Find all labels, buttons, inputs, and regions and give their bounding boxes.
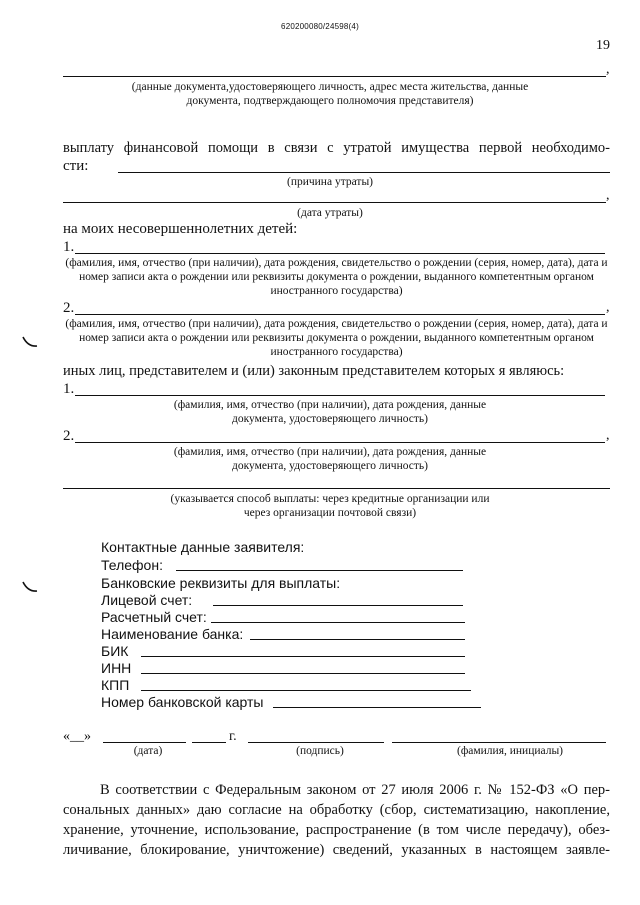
applicant-data-caption: (данные документа,удостоверяющего личность, адрес места жительства, данные документа, подтверждающего полномочия представителя) [131, 81, 529, 107]
child-2-line[interactable] [75, 314, 605, 315]
kpp-label: КПП [101, 677, 130, 693]
person-1-line[interactable] [75, 395, 605, 396]
applicant-data-line[interactable] [63, 76, 606, 77]
child-2-number: 2. [63, 300, 75, 316]
document-number: 620200080/24598(4) [281, 22, 359, 31]
personal-account-field[interactable] [213, 605, 463, 606]
child-1-line[interactable] [75, 253, 605, 254]
payment-request-line2: сти: [63, 158, 89, 174]
loss-date-line[interactable] [63, 202, 606, 203]
comma: , [606, 300, 610, 315]
child-2-caption: (фамилия, имя, отчество (при наличии), дата рождения, свидетельство о рождении (серия, номер, дата), дата и номер записи акта о рождении или реквизиты документа о рождении, выданного компетентным органом иностранного государства) [65, 318, 608, 358]
personal-account-label: Лицевой счет: [101, 592, 193, 608]
phone-label: Телефон: [101, 557, 163, 573]
settlement-account-label: Расчетный счет: [101, 609, 207, 625]
child-1-caption: (фамилия, имя, отчество (при наличии), дата рождения, свидетельство о рождении (серия, номер, дата), дата и номер записи акта о рождении или реквизиты документа о рождении, выданного компетентным органом иностранного государства) [65, 257, 608, 297]
person-1-caption: (фамилия, имя, отчество (при наличии), дата рождения, данные документа, удостоверяющего личность) [173, 399, 487, 425]
bank-name-label: Наименование банка: [101, 626, 244, 642]
other-persons-heading: иных лиц, представителем и (или) законным представителем которых я являюсь: [63, 363, 565, 379]
children-heading: на моих несовершеннолетних детей: [63, 221, 298, 237]
payment-request-line1: выплату финансовой помощи в связи с утратой имущества первой необходимо- [63, 140, 610, 156]
year-mark: г. [229, 729, 237, 744]
signature-field[interactable] [248, 742, 384, 743]
card-number-field[interactable] [273, 707, 481, 708]
loss-reason-caption: (причина утраты) [286, 176, 373, 188]
page-number: 19 [596, 38, 610, 53]
settlement-account-field[interactable] [211, 622, 465, 623]
payment-method-line[interactable] [63, 488, 610, 489]
consent-line4: личивание, блокирование, уничтожение) сведений, указанных в настоящем заявле- [63, 842, 610, 858]
loss-reason-line[interactable] [118, 172, 610, 173]
bank-name-field[interactable] [250, 639, 465, 640]
bik-field[interactable] [141, 656, 465, 657]
person-1-number: 1. [63, 381, 75, 397]
comma: , [606, 428, 610, 443]
margin-mark [22, 580, 38, 594]
date-month-field[interactable] [103, 742, 186, 743]
consent-line1: В соответствии с Федеральным законом от 27 июля 2006 г. № 152-ФЗ «О пер- [100, 782, 610, 798]
phone-field[interactable] [176, 570, 463, 571]
child-1-number: 1. [63, 239, 75, 255]
date-day-quote: «__» [63, 729, 91, 744]
card-number-label: Номер банковской карты [101, 694, 264, 710]
person-2-number: 2. [63, 428, 75, 444]
bik-label: БИК [101, 643, 129, 659]
comma: , [606, 62, 610, 77]
consent-line3: хранение, уточнение, использование, распространение (в том числе передачу), обез- [63, 822, 610, 838]
inn-field[interactable] [141, 673, 465, 674]
kpp-field[interactable] [141, 690, 471, 691]
signature-caption: (подпись) [296, 745, 344, 757]
margin-mark [22, 335, 38, 349]
person-2-line[interactable] [75, 442, 605, 443]
contacts-heading: Контактные данные заявителя: [101, 539, 305, 555]
inn-label: ИНН [101, 660, 132, 676]
payment-method-caption: (указывается способ выплаты: через кредитные организации или через организации почтовой связи) [170, 493, 490, 519]
date-year-field[interactable] [192, 742, 226, 743]
date-caption: (дата) [133, 745, 163, 757]
name-caption: (фамилия, инициалы) [456, 745, 564, 757]
full-name-field[interactable] [392, 742, 606, 743]
consent-line2: сональных данных» даю согласие на обработку (сбор, систематизацию, накопление, [63, 802, 610, 818]
bank-details-heading: Банковские реквизиты для выплаты: [101, 575, 341, 591]
loss-date-caption: (дата утраты) [297, 207, 363, 219]
person-2-caption: (фамилия, имя, отчество (при наличии), дата рождения, данные документа, удостоверяющего личность) [173, 446, 487, 472]
comma: , [606, 188, 610, 203]
